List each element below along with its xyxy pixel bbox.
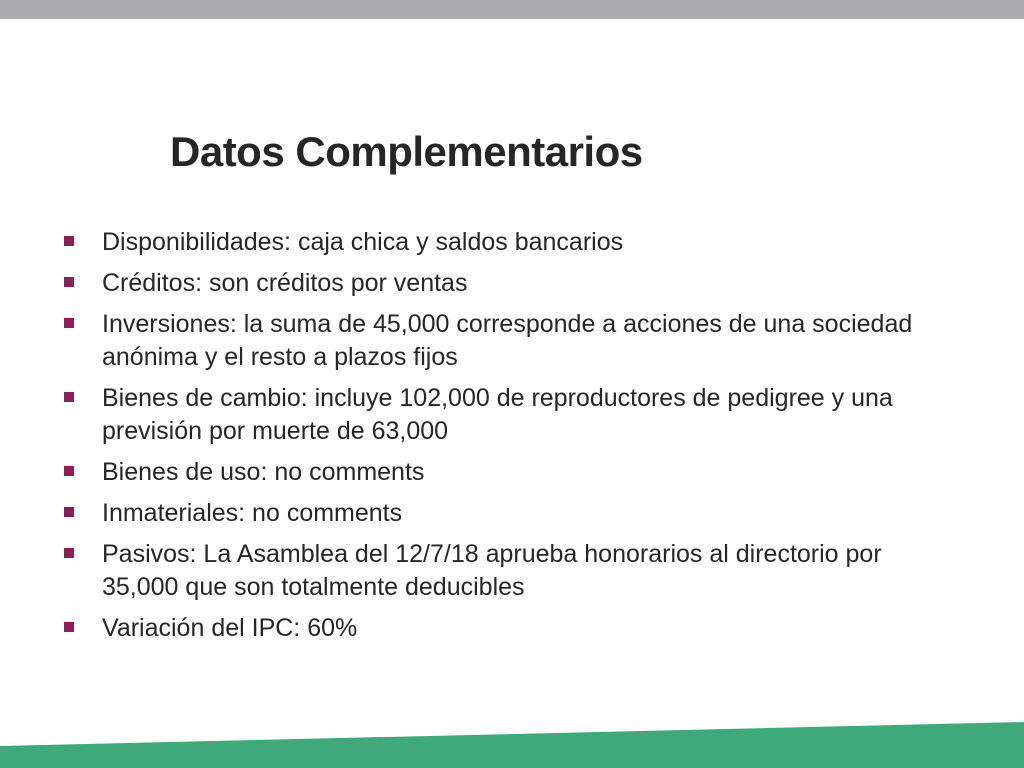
square-bullet-icon (64, 622, 74, 632)
square-bullet-icon (64, 277, 74, 287)
bottom-wave-decoration (0, 722, 1024, 768)
list-item-text: Inmateriales: no comments (102, 499, 403, 527)
list-item-text: Disponibilidades: caja chica y saldos bancarios (102, 228, 624, 256)
list-item (64, 226, 964, 259)
square-bullet-icon (64, 392, 74, 402)
list-item (64, 456, 964, 489)
bullet-list (64, 226, 964, 653)
list-item-text: Bienes de uso: no comments (102, 458, 425, 486)
square-bullet-icon (64, 466, 74, 476)
square-bullet-icon (64, 236, 74, 246)
list-item-text: Pasivos: La Asamblea del 12/7/18 aprueba honorarios al directorio por 35,000 que son totalmente deducibles (102, 540, 882, 601)
square-bullet-icon (64, 548, 74, 558)
top-bar (0, 0, 1024, 19)
list-item (64, 382, 964, 448)
list-item (64, 308, 964, 374)
square-bullet-icon (64, 507, 74, 517)
slide-title: Datos Complementarios (170, 128, 643, 175)
list-item (64, 497, 964, 530)
list-item (64, 538, 964, 604)
bottom-band (0, 722, 1024, 768)
list-item-text: Variación del IPC: 60% (102, 614, 358, 642)
square-bullet-icon (64, 318, 74, 328)
list-item (64, 267, 964, 300)
list-item-text: Inversiones: la suma de 45,000 corresponde a acciones de una sociedad anónima y el resto a plazos fijos (102, 310, 913, 371)
list-item (64, 612, 964, 645)
list-item-text: Créditos: son créditos por ventas (102, 269, 468, 297)
list-item-text: Bienes de cambio: incluye 102,000 de reproductores de pedigree y una previsión por muerte de 63,000 (102, 384, 893, 445)
